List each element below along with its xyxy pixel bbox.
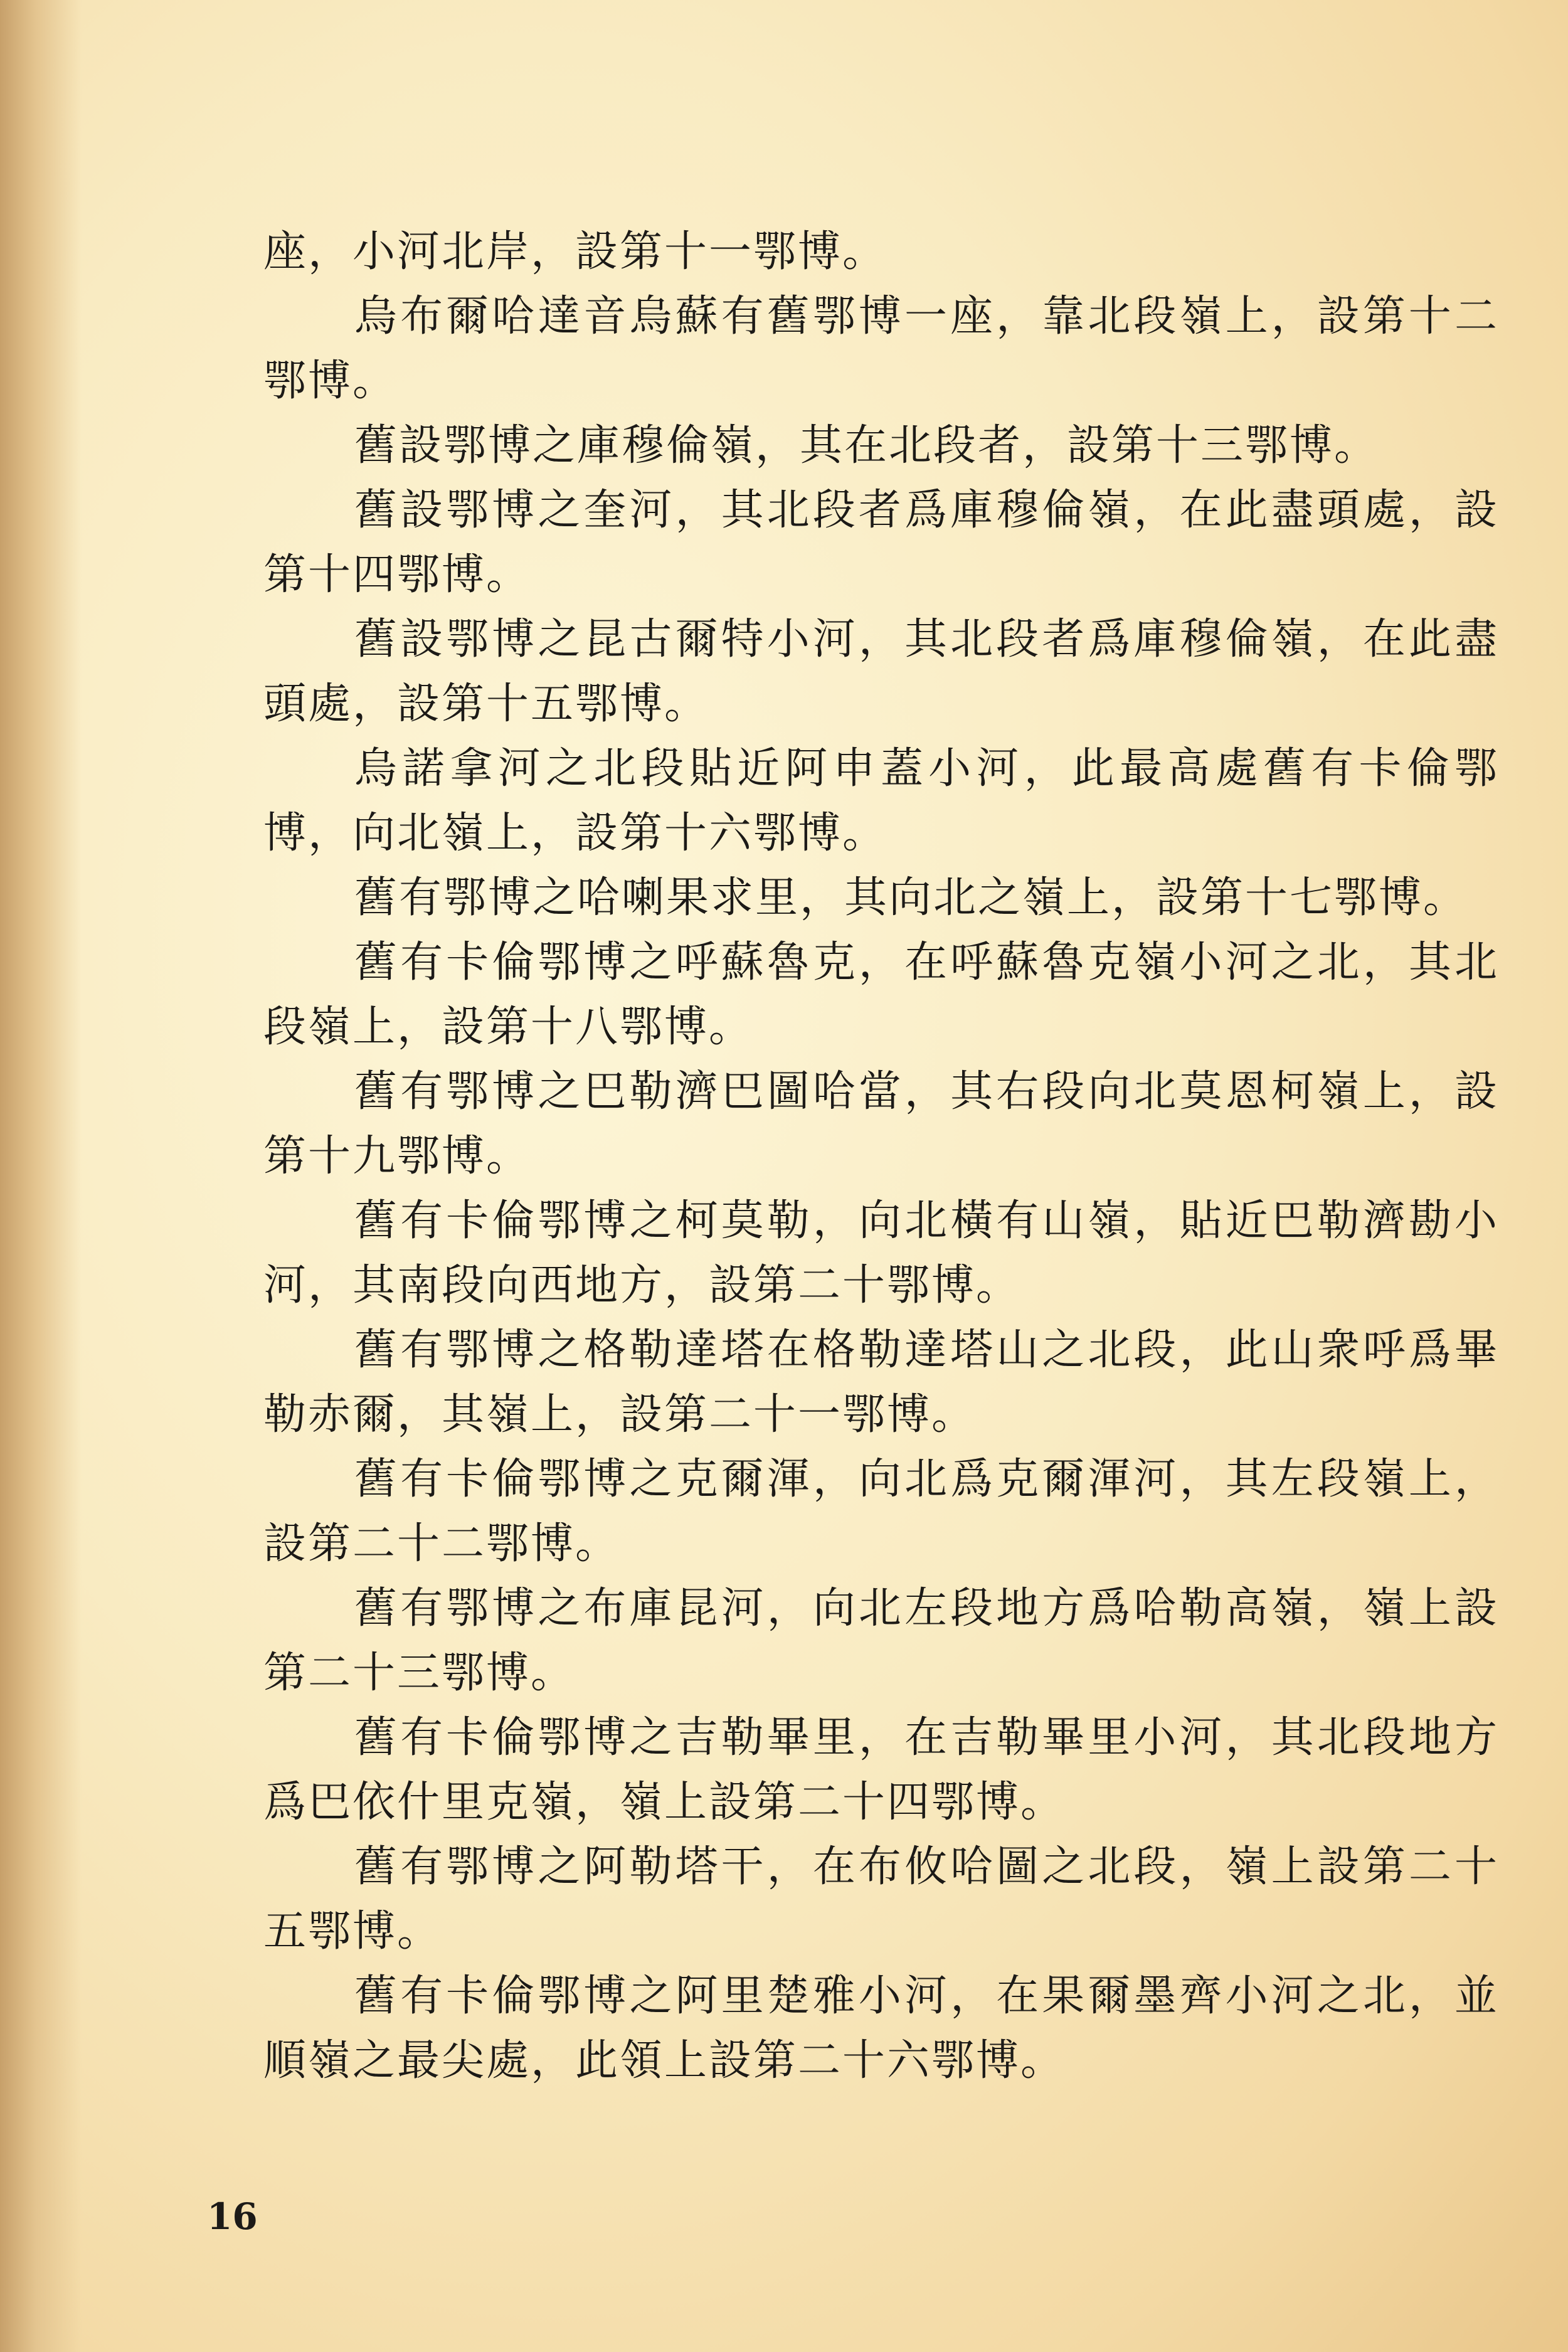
paragraph: 舊有鄂博之格勒達塔在格勒達塔山之北段，此山衆呼爲畢勒赤爾，其嶺上，設第二十一鄂博。 [263, 1325, 1499, 1439]
book-gutter-shadow [0, 0, 82, 2352]
paragraph: 舊有卡倫鄂博之克爾渾，向北爲克爾渾河，其左段嶺上，設第二十二鄂博。 [263, 1454, 1499, 1569]
paragraph: 舊有鄂博之布庫昆河，向北左段地方爲哈勒高嶺，嶺上設第二十三鄂博。 [263, 1584, 1499, 1698]
paragraph: 舊有卡倫鄂博之柯莫勒，向北橫有山嶺，貼近巴勒濟勘小河，其南段向西地方，設第二十鄂博。 [263, 1196, 1499, 1310]
paragraph: 舊設鄂博之昆古爾特小河，其北段者爲庫穆倫嶺，在此盡頭處，設第十五鄂博。 [263, 615, 1499, 729]
paragraph: 舊設鄂博之奎河，其北段者爲庫穆倫嶺，在此盡頭處，設第十四鄂博。 [263, 485, 1499, 600]
paragraph: 舊設鄂博之庫穆倫嶺，其在北段者，設第十三鄂博。 [354, 421, 1379, 470]
paragraph: 舊有鄂博之巴勒濟巴圖哈當，其右段向北莫恩柯嶺上，設第十九鄂博。 [263, 1067, 1499, 1181]
paragraph: 舊有卡倫鄂博之吉勒畢里，在吉勒畢里小河，其北段地方爲巴依什里克嶺，嶺上設第二十四鄂博。 [263, 1713, 1499, 1827]
page-body [263, 220, 1499, 2093]
paragraph: 舊有鄂博之哈喇果求里，其向北之嶺上，設第十七鄂博。 [354, 873, 1468, 923]
paragraph: 座，小河北岸，設第十一鄂博。 [263, 227, 887, 277]
paragraph: 舊有卡倫鄂博之阿里楚雅小河，在果爾墨齊小河之北，並順嶺之最尖處，此領上設第二十六鄂博。 [263, 1971, 1499, 2085]
paragraph: 烏諾拿河之北段貼近阿申蓋小河，此最高處舊有卡倫鄂博，向北嶺上，設第十六鄂博。 [263, 744, 1499, 858]
paragraph: 舊有卡倫鄂博之呼蘇魯克，在呼蘇魯克嶺小河之北，其北段嶺上，設第十八鄂博。 [263, 938, 1499, 1052]
paragraph: 烏布爾哈達音烏蘇有舊鄂博一座，靠北段嶺上，設第十二鄂博。 [263, 292, 1499, 406]
page-number: 16 [207, 2195, 258, 2238]
paragraph: 舊有鄂博之阿勒塔干，在布攸哈圖之北段，嶺上設第二十五鄂博。 [263, 1842, 1499, 1956]
